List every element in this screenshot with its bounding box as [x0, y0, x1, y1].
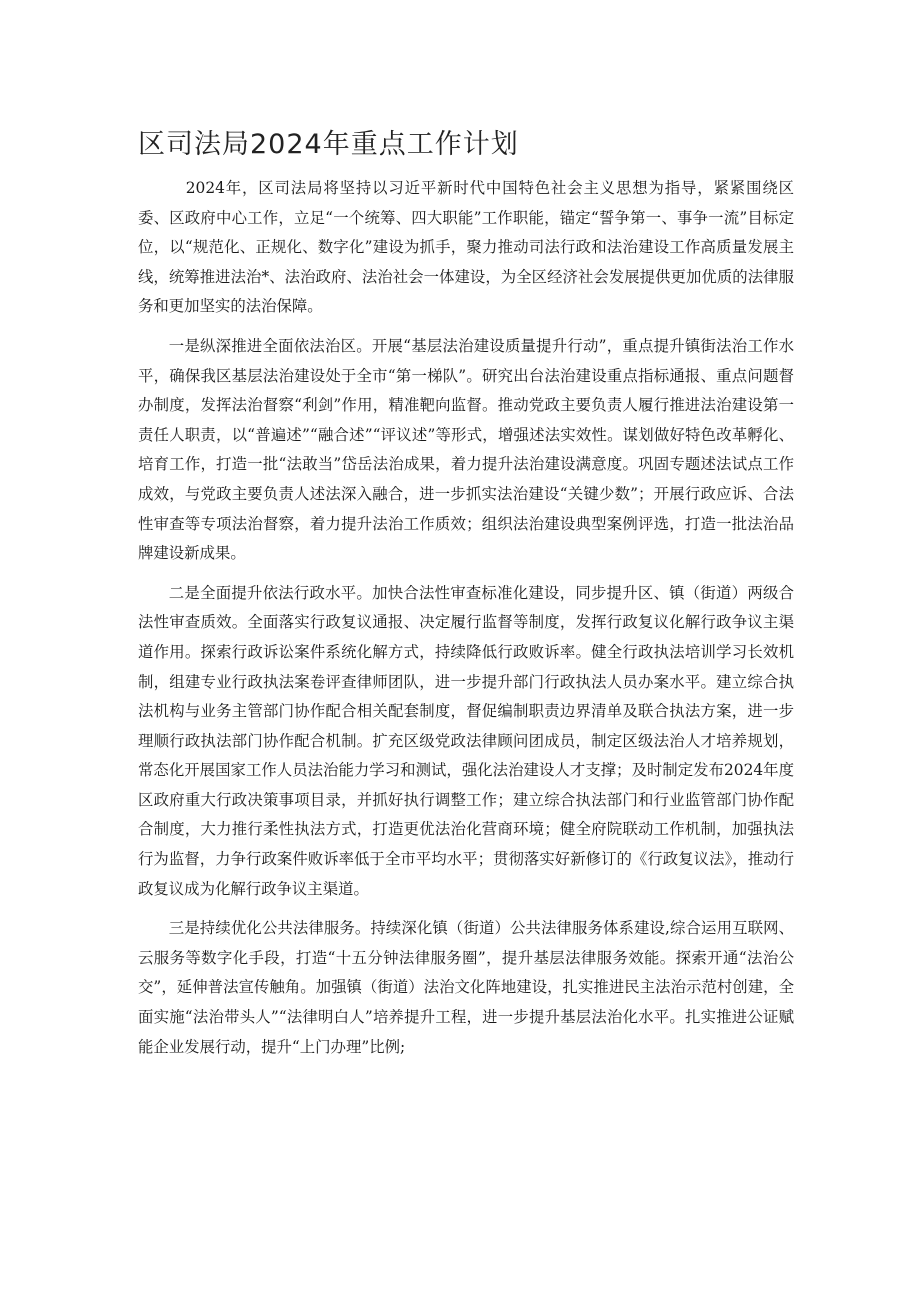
paragraph-administration: 二是全面提升依法行政水平。加快合法性审查标准化建设，同步提升区、镇（街道）两级合法性审查质效。全面落实行政复议通报、决定履行监督等制度，发挥行政复议化解行政争议主渠道作用。探索行政诉讼案件系统化解方式，持续降低行政败诉率。健全行政执法培训学习长效机制，组建专业行政执法案卷评查律师团队，进一步提升部门行政执法人员办案水平。建立综合执法机构与业务主管部门协作配合相关配套制度，督促编制职责边界清单及联合执法方案，进一步理顺行政执法部门协作配合机制。扩充区级党政法律顾问团成员，制定区级法治人才培养规划，常态化开展国家工作人员法治能力学习和测试，强化法治建设人才支撑；及时制定发布2024年度区政府重大行政决策事项目录，并抓好执行调整工作；建立综合执法部门和行业监管部门协作配合制度，大力推行柔性执法方式，打造更优法治化营商环境；健全府院联动工作机制，加强执法行为监督，力争行政案件败诉率低于全市平均水平；贯彻落实好新修订的《行政复议法》，推动行政复议成为化解行政争议主渠道。: [138, 583, 794, 898]
paragraph-rule-of-law: 一是纵深推进全面依法治区。开展“基层法治建设质量提升行动”，重点提升镇街法治工作水平，确保我区基层法治建设处于全市“第一梯队”。研究出台法治建设重点指标通报、重点问题督办制度，发挥法治督察“利剑”作用，精准靶向监督。推动党政主要负责人履行推进法治建设第一责任人职责，以“普遍述”“融合述”“评议述”等形式，增强述法实效性。谋划做好特色改革孵化、培育工作，打造一批“法敢当”岱岳法治成果，着力提升法治建设满意度。巩固专题述法试点工作成效，与党政主要负责人述法深入融合，进一步抓实法治建设“关键少数”；开展行政应诉、合法性审查等专项法治督察，着力提升法治工作质效；组织法治建设典型案例评选，打造一批法治品牌建设新成果。: [138, 336, 794, 563]
paragraph-legal-services: 三是持续优化公共法律服务。持续深化镇（街道）公共法律服务体系建设,综合运用互联网、云服务等数字化手段，打造“十五分钟法律服务圈”，提升基层法律服务效能。探索开通“法治公交”，延伸普法宣传触角。加强镇（街道）法治文化阵地建设，扎实推进民主法治示范村创建，全面实施“法治带头人”“法律明白人”培养提升工程，进一步提升基层法治化水平。扎实推进公证赋能企业发展行动，提升“上门办理”比例;: [138, 919, 794, 1056]
document-body: [138, 174, 794, 1072]
document-title: 区司法局2024年重点工作计划: [138, 129, 519, 160]
paragraph-intro: 2024年，区司法局将坚持以习近平新时代中国特色社会主义思想为指导，紧紧围绕区委、区政府中心工作，立足“一个统筹、四大职能”工作职能，锚定“誓争第一、事争一流”目标定位，以“规范化、正规化、数字化”建设为抓手，聚力推动司法行政和法治建设工作高质量发展主线，统筹推进法治*、法治政府、法治社会一体建设，为全区经济社会发展提供更加优质的法律服务和更加坚实的法治保障。: [138, 179, 794, 316]
